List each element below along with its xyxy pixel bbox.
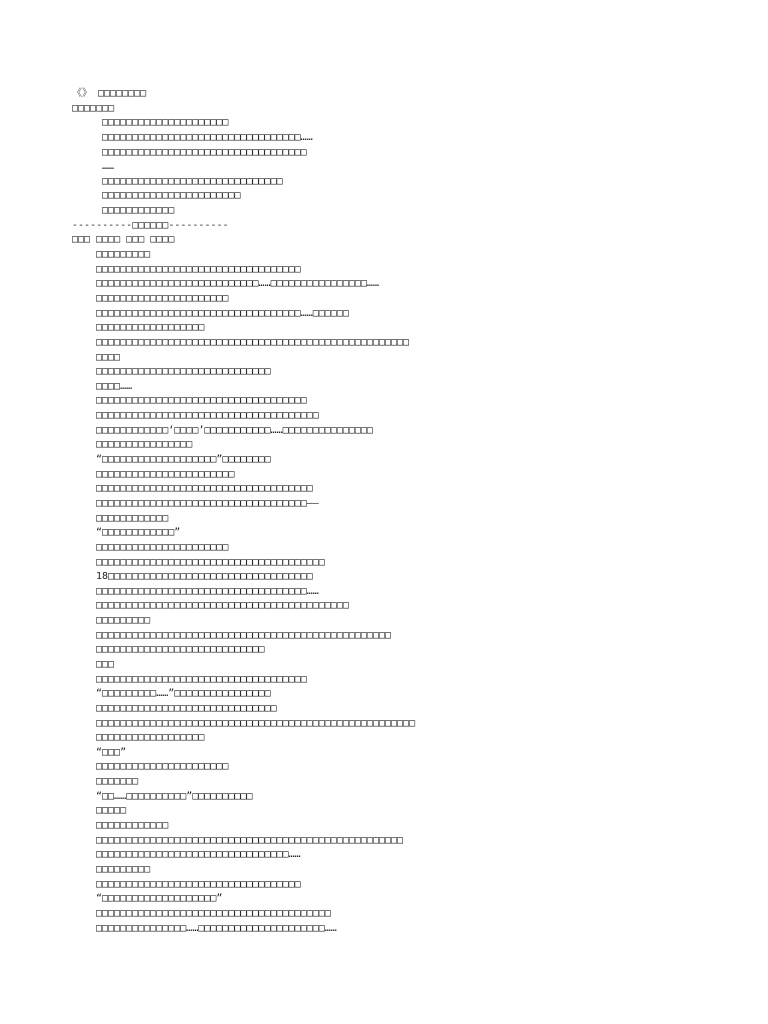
text-line: □□□□□□□□□□□□□□□□□□□□□□□□□□□□□□□□□□□ — [96, 395, 307, 407]
text-line: □□□□…… — [96, 380, 133, 392]
text-line: □□□ □□□□ □□□ □□□□ — [72, 234, 175, 246]
text-line: □□□□□□□□□□□□□□□□□□□□□□ — [96, 292, 229, 304]
text-line: □□□□□□□□□ — [96, 863, 151, 875]
text-line: □□□□□□□□□□□□□□□□□□□□□□□□□□□□□□□□□□□…… — [96, 585, 319, 597]
section-divider: ----------□□□□□□---------- — [72, 219, 229, 231]
text-line: □□□□□□□□□□□□□□□□□□□□□□□□□□□□□□□□□□□□□□□□□□□□□□□□□□□□□ — [96, 717, 416, 729]
text-line: □□□□□□□□□□□□□□□□□□□□□ — [102, 117, 229, 129]
document-title: 《》 □□□□□□□□ — [72, 88, 147, 99]
text-line: □□□□□□□□□□□□ — [96, 512, 169, 524]
text-line: □□□□□□□ — [96, 776, 139, 788]
text-line: “□□□□□□□□□……”□□□□□□□□□□□□□□□□ — [96, 688, 271, 700]
text-line: “□□□□□□□□□□□□” — [96, 527, 181, 539]
text-line: □□□ — [96, 658, 115, 670]
text-line: □□□□□□□□□□□□□□□□□□□□□□□□□□□□□□□□□□□ — [96, 673, 307, 685]
text-line: □□□□□□□□□□□□ — [96, 820, 169, 832]
text-line: □□□□□□□□□□□□□□□□□□□□□□□□□□□□ — [96, 644, 265, 656]
text-line: “□□□□□□□□□□□□□□□□□□□” — [96, 893, 223, 905]
text-line: □□□□□□□□□□□□□□□□□□□□□□ — [96, 541, 229, 553]
text-line: □□□□□□□□□□□□□□□□□□□□□□□□□□□□□□□□□…… — [102, 131, 313, 143]
text-line: □□□□□□□□□ — [96, 615, 151, 627]
text-line: □□□□□□□□□□□□□□□□□□□□□□□□□□□□□□□□…… — [96, 849, 301, 861]
text-line: “□□□□□□□□□□□□□□□□□□□”□□□□□□□□ — [96, 454, 271, 466]
text-line: □□□□□□□□□□□□□□□□□□□□□□□□□□□□□□□□□□ — [96, 878, 301, 890]
text-line: □□□□□□□□□□□□□□□□□□□□□□ — [96, 761, 229, 773]
text-line: □□□□□□□□□□□□□□□□□□□□□□□□□□□□□□□□□□□□□□□□□□□□□□□□□□□□ — [96, 336, 410, 348]
text-line: □□□□□□□□□□□□□□□□□□□□□□□□□□□□□□□□□□……□□□□□□ — [96, 307, 349, 319]
text-line: □□□□□□□□□□□□□□□□□□□□□□□□□□□□□□□□□□□□□□□□□□□□□□□□□ — [96, 629, 392, 641]
text-line: □□□□□□□□□□□□□□□□□□□□□□□□□□□□□□□□□□□□□□ — [96, 556, 325, 568]
text-line: □□□□□□□□□□□□□□□□ — [96, 439, 193, 451]
text-line: “□□□” — [96, 746, 127, 758]
text-line: □□□□□□□□□□□□□□□□□□□□□□□□□□□□□□ — [96, 702, 277, 714]
text-line: “□□……□□□□□□□□□□”□□□□□□□□□□ — [96, 790, 253, 802]
text-line: □□□□□□□ — [72, 102, 115, 114]
text-line: □□□□ — [96, 351, 121, 363]
text-line: □□□□□□□□□□□□ — [102, 205, 175, 217]
text-line: □□□□□□□□□□□□□□□□□□□□□□□□□□□……□□□□□□□□□□□□□□□□…… — [96, 278, 379, 290]
text-line: …… — [102, 161, 115, 173]
text-line: □□□□□□□□□□□□□□□□□□□□□□□ — [96, 468, 235, 480]
text-line: □□□□□□□□□□□□□□□□□□□□□□□□□□□□□□□□□□□□ — [96, 483, 313, 495]
text-line: □□□□□□□□□□□□‘□□□□’□□□□□□□□□□□……□□□□□□□□□□□□□□□ — [96, 424, 373, 436]
text-line: □□□□□□□□□□□□□□□□□□□□□□□□□□□□□□□□□□ — [96, 263, 301, 275]
text-line: □□□□□□□□□□□□□□□□□□□□□□□□□□□□□□□□□□□□□□□□□□□□□□□□□□□ — [96, 834, 404, 846]
text-line: □□□□□□□□□□□□□□□□□□□□□□□□□□□□□□□□□□□□□□□□□□ — [96, 600, 349, 612]
text-line: 18□□□□□□□□□□□□□□□□□□□□□□□□□□□□□□□□□□ — [96, 571, 313, 583]
text-line: □□□□□□□□□□□□□□□□□□□□□□□□□□□□□□□□□□□□□ — [96, 410, 319, 422]
text-line: □□□□□□□□□□□□□□□□□□ — [96, 322, 205, 334]
text-line: □□□□□□□□□□□□□□□□□□□□□□□□□□□□□□□□□□ — [102, 146, 307, 158]
text-line: □□□□□□□□□□□□□□□□□□□□□□□ — [102, 190, 241, 202]
text-line: □□□□□□□□□ — [96, 249, 151, 261]
document-body — [72, 87, 752, 936]
text-line: □□□□□□□□□□□□□□□□□□□□□□□□□□□□□□ — [102, 175, 283, 187]
text-line: □□□□□□□□□□□□□□□□□□□□□□□□□□□□□ — [96, 366, 271, 378]
text-line: □□□□□ — [96, 805, 127, 817]
text-line: □□□□□□□□□□□□□□□□□□□□□□□□□□□□□□□□□□□—— — [96, 497, 319, 509]
text-line: □□□□□□□□□□□□□□□□□□ — [96, 732, 205, 744]
text-line: □□□□□□□□□□□□□□□□□□□□□□□□□□□□□□□□□□□□□□□ — [96, 907, 331, 919]
text-line: □□□□□□□□□□□□□□□……□□□□□□□□□□□□□□□□□□□□□…… — [96, 922, 337, 934]
